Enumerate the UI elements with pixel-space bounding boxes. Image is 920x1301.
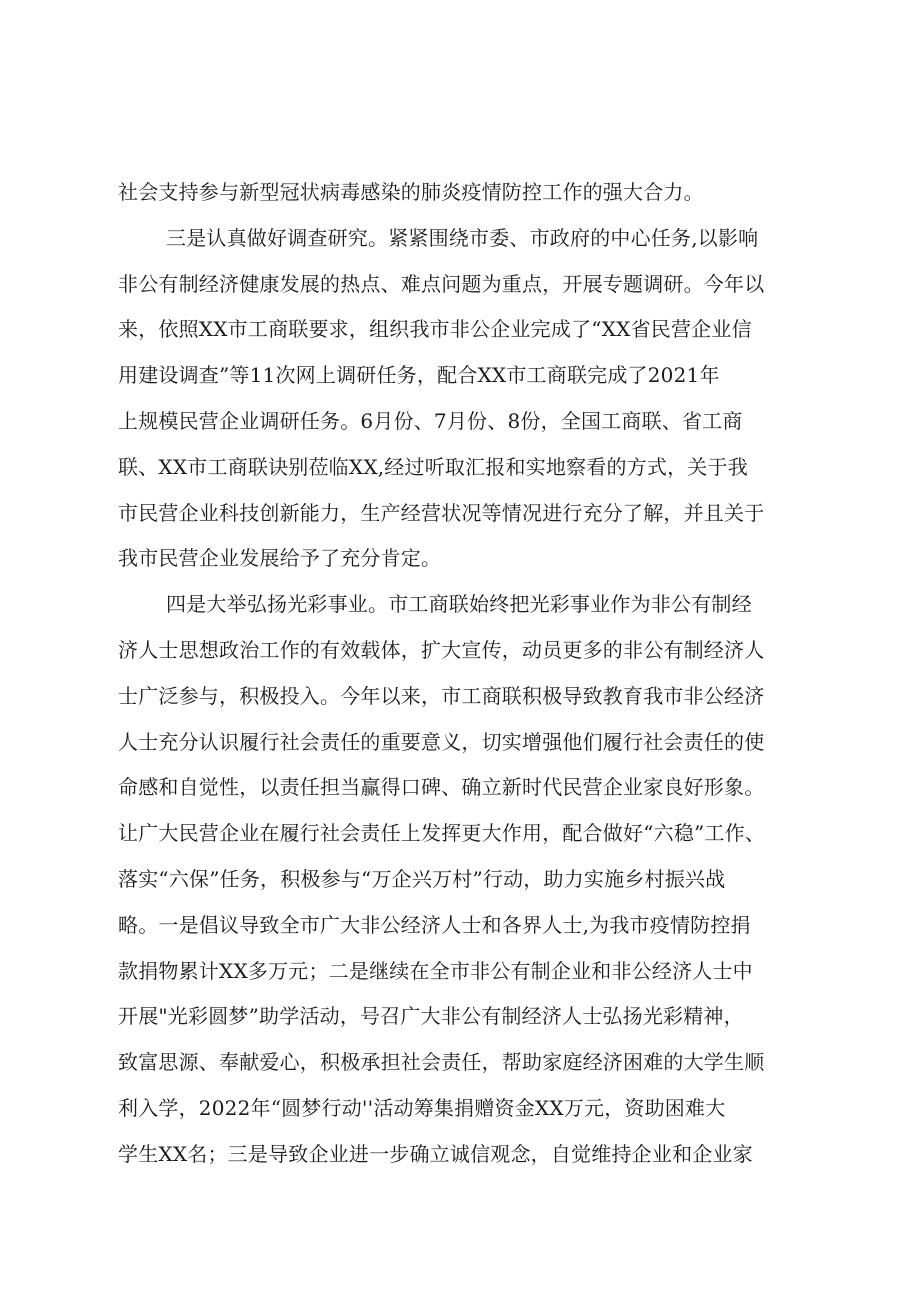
paragraph-first-line: 三是认真做好调查研究。紧紧围绕市委、市政府的中心任务,以影响 <box>166 225 759 250</box>
text-line: 人士充分认识履行社会责任的重要意义，切实增强他们履行社会责任的使 <box>118 729 765 754</box>
text-line: 市民营企业科技创新能力，生产经营状况等情况进行充分了解，并且关于 <box>118 500 765 525</box>
text-line: 学生XX名；三是导致企业进一步确立诚信观念，自觉维持企业和企业家 <box>118 1141 753 1166</box>
text-line: 开展"光彩圆梦”助学活动，号召广大非公有制经济人士弘扬光彩精神， <box>118 1004 744 1029</box>
text-line: 非公有制经济健康发展的热点、难点问题为重点，开展专题调研。今年以 <box>118 271 765 296</box>
text-line: 社会支持参与新型冠状病毒感染的肺炎疫情防控工作的强大合力。 <box>118 180 704 204</box>
text-line: 利入学，2022年“圆梦行动''活动筹集捐赠资金XX万元，资助困难大 <box>118 1095 726 1120</box>
text-line: 联、XX市工商联诀别莅临XX,经过听取汇报和实地察看的方式，关于我 <box>118 454 748 479</box>
text-line: 济人士思想政治工作的有效载体，扩大宣传，动员更多的非公有制经济人 <box>118 637 765 662</box>
text-line: 用建设调查”等11次网上调研任务，配合XX市工商联完成了2021年 <box>118 363 720 388</box>
text-line: 落实“六保”任务，积极参与“万企兴万村”行动，助力实施乡村振兴战 <box>118 866 726 891</box>
text-line: 致富思源、奉献爱心，积极承担社会责任，帮助家庭经济困难的大学生顺 <box>118 1050 765 1075</box>
text-line: 命感和自觉性，以责任担当赢得口碑、确立新时代民营企业家良好形象。 <box>118 775 765 800</box>
text-line: 款捐物累计XX多万元；二是继续在全市非公有制企业和非公经济人士中 <box>118 958 753 983</box>
paragraph-first-line: 四是大举弘扬光彩事业。市工商联始终把光彩事业作为非公有制经 <box>166 592 752 617</box>
text-line: 让广大民营企业在履行社会责任上发挥更大作用，配合做好“六稳”工作、 <box>118 821 766 846</box>
text-line: 士广泛参与，积极投入。今年以来，市工商联积极导致教育我市非公经济 <box>118 683 765 708</box>
text-line: 上规模民营企业调研任务。6月份、7月份、8份，全国工商联、省工商 <box>118 408 743 433</box>
text-line: 来，依照XX市工商联要求，组织我市非公企业完成了“XX省民营企业信 <box>118 317 752 342</box>
text-line: 略。一是倡议导致全市广大非公经济人士和各界人士,为我市疫情防控捐 <box>118 912 751 937</box>
text-line: 我市民营企业发展给予了充分肯定。 <box>118 546 442 571</box>
body-text <box>118 170 808 1178</box>
